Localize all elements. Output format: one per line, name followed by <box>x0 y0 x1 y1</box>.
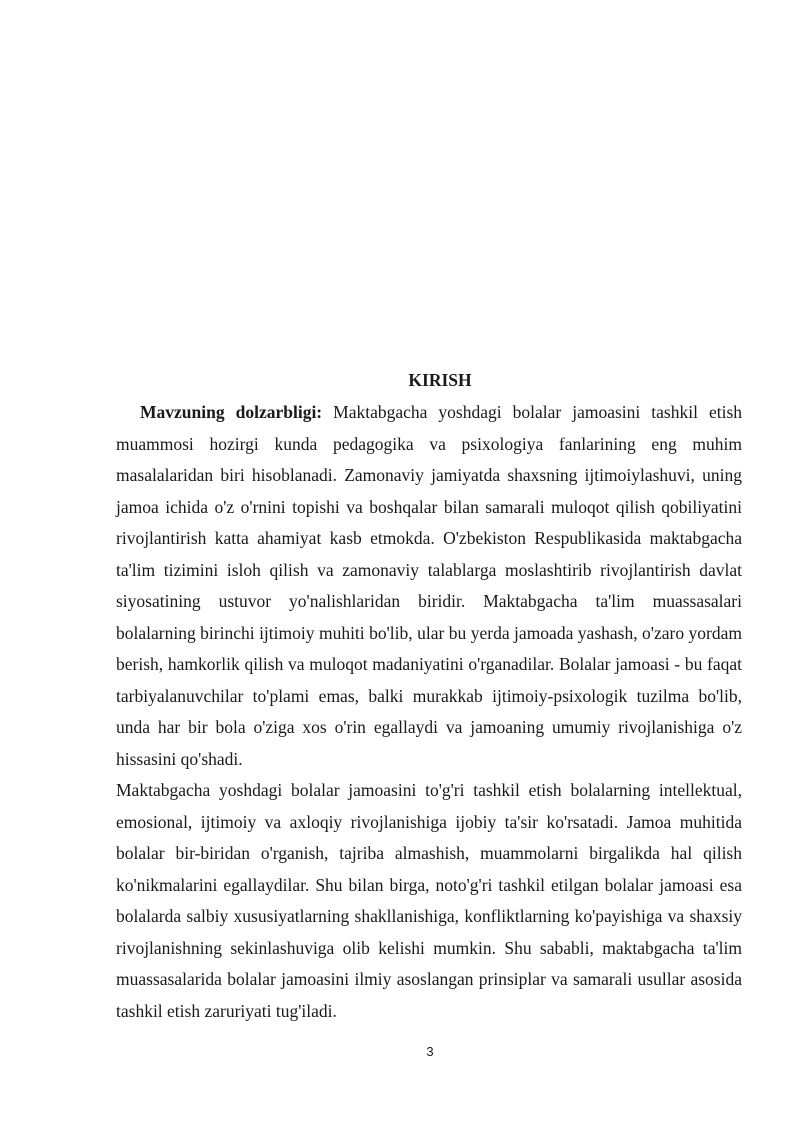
relevance-lead: Mavzuning dolzarbligi: <box>140 402 323 422</box>
paragraph-relevance <box>116 397 742 775</box>
section-heading: KIRISH <box>408 370 472 390</box>
paragraph-organization: Maktabgacha yoshdagi bolalar jamoasini to'g'ri tashkil etish bolalarning intellektual, emosional, ijtimoiy va axloqiy rivojlanishiga ijobiy ta'sir ko'rsatadi. Jamoa muhitida bolalar bir-biridan o'rganish, tajriba almashish, muammolarni birgalikda hal qilish ko'nikmalarini egallaydilar. Shu bilan birga, noto'g'ri tashkil etilgan bolalar jamoasi esa bolalarda salbiy xususiyatlarning shakllanishiga, konfliktlarning ko'payishiga va shaxsiy rivojlanishning sekinlashuviga olib kelishi mumkin. Shu sababli, maktabgacha ta'lim muassasalarida bolalar jamoasini ilmiy asoslangan prinsiplar va samarali usullar asosida tashkil etish zaruriyati tug'iladi. <box>116 780 742 1021</box>
relevance-text: Maktabgacha yoshdagi bolalar jamoasini tashkil etish muammosi hozirgi kunda pedagogika va psixologiya fanlarining eng muhim masalalaridan biri hisoblanadi. Zamonaviy jamiyatda shaxsning ijtimoiylashuvi, uning jamoa ichida o'z o'rnini topishi va boshqalar bilan samarali muloqot qilish qobiliyatini rivojlantirish katta ahamiyat kasb etmokda. O'zbekiston Respublikasida maktabgacha ta'lim tizimini isloh qilish va zamonaviy talablarga moslashtirib rivojlantirish davlat siyosatining ustuvor yo'nalishlaridan biridir. Maktabgacha ta'lim muassasalari bolalarning birinchi ijtimoiy muhiti bo'lib, ular bu yerda jamoada yashash, o'zaro yordam berish, hamkorlik qilish va muloqot madaniyatini o'rganadilar. Bolalar jamoasi - bu faqat tarbiyalanuvchilar to'plami emas, balki murakkab ijtimoiy-psixologik tuzilma bo'lib, unda har bir bola o'ziga xos o'rin egallaydi va jamoaning umumiy rivojlanishiga o'z hissasini qo'shadi. <box>116 402 743 769</box>
body-text <box>116 397 742 1027</box>
page-number: 3 <box>426 1044 434 1059</box>
